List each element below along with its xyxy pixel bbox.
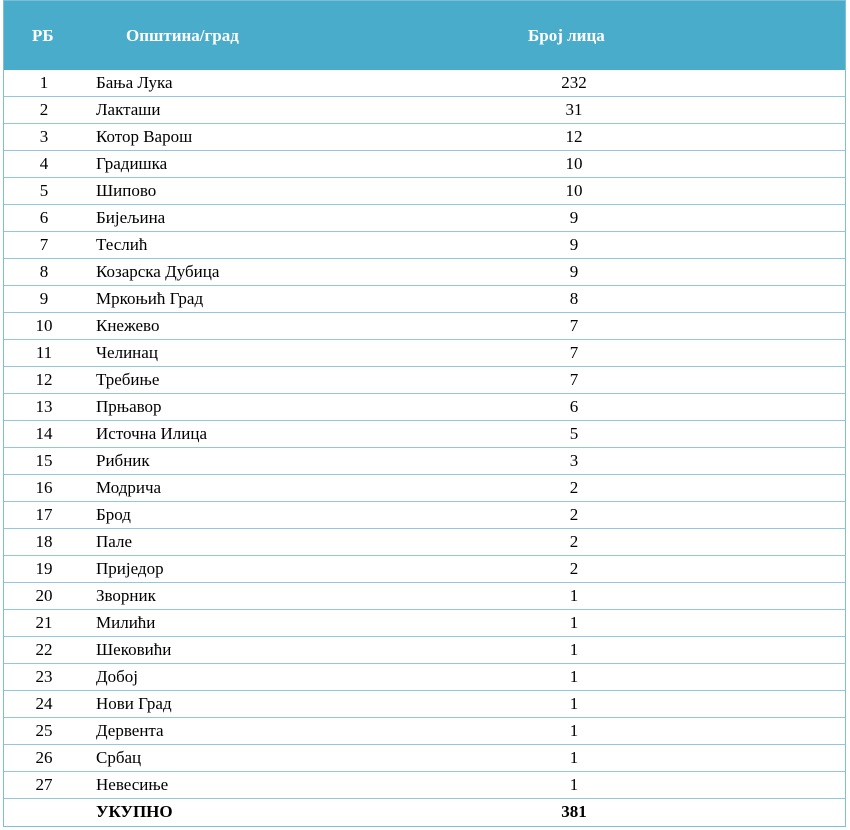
cell-rb: 20: [35, 586, 53, 605]
cell-broj: 5: [569, 424, 579, 443]
cell-broj: 2: [569, 559, 579, 578]
cell-rb: 14: [35, 424, 53, 443]
cell-rb: 6: [39, 208, 49, 227]
table-header: [4, 1, 845, 70]
cell-opstina: Модрича: [96, 478, 162, 497]
table-row: [4, 664, 845, 691]
cell-rb: 11: [35, 343, 53, 362]
table-row: [4, 529, 845, 556]
cell-broj: 8: [569, 289, 579, 308]
cell-opstina: Приједор: [96, 559, 164, 578]
cell-rb: 13: [35, 397, 53, 416]
table-row: [4, 691, 845, 718]
cell-broj: 1: [569, 586, 579, 605]
table-row: [4, 151, 845, 178]
header-broj: Број лица: [528, 26, 605, 45]
cell-opstina: Дервента: [96, 721, 164, 740]
cell-opstina: Котор Варош: [96, 127, 193, 146]
cell-broj: 7: [569, 370, 579, 389]
table-row: [4, 475, 845, 502]
cell-opstina: Прњавор: [96, 397, 162, 416]
table-row: [4, 448, 845, 475]
cell-opstina: Бања Лука: [96, 73, 173, 92]
table-row: [4, 286, 845, 313]
table-row: [4, 583, 845, 610]
cell-rb: 15: [35, 451, 53, 470]
total-row: [4, 799, 845, 826]
cell-opstina: Бијељина: [96, 208, 166, 227]
cell-broj: 9: [569, 235, 579, 254]
cell-opstina: Милићи: [96, 613, 156, 632]
cell-broj: 2: [569, 532, 579, 551]
cell-rb: 23: [35, 667, 53, 686]
cell-opstina: Рибник: [96, 451, 150, 470]
cell-rb: 8: [39, 262, 49, 281]
table-row: [4, 502, 845, 529]
cell-opstina: Шипово: [96, 181, 157, 200]
cell-opstina: Пале: [96, 532, 133, 551]
cell-opstina: Кнежево: [96, 316, 160, 335]
cell-opstina: Зворник: [96, 586, 156, 605]
cell-rb: 27: [35, 775, 53, 794]
cell-broj: 1: [569, 640, 579, 659]
cell-opstina: Лакташи: [96, 100, 161, 119]
cell-rb: 18: [35, 532, 53, 551]
cell-broj: 7: [569, 316, 579, 335]
table-row: [4, 718, 845, 745]
table-row: [4, 610, 845, 637]
cell-broj: 12: [565, 127, 583, 146]
table-row: [4, 313, 845, 340]
cell-rb: 4: [39, 154, 49, 173]
cell-rb: 3: [39, 127, 49, 146]
table-row: [4, 205, 845, 232]
cell-opstina: Козарска Дубица: [96, 262, 220, 281]
table-row: [4, 70, 845, 97]
table-row: [4, 340, 845, 367]
header-rb: РБ: [32, 26, 54, 45]
cell-rb: 9: [39, 289, 49, 308]
table-row: [4, 745, 845, 772]
cell-rb: 21: [35, 613, 53, 632]
cell-opstina: Мркоњић Град: [96, 289, 204, 308]
cell-opstina: Нови Град: [96, 694, 172, 713]
cell-broj: 2: [569, 478, 579, 497]
cell-broj: 1: [569, 748, 579, 767]
cell-broj: 31: [565, 100, 583, 119]
cell-broj: 9: [569, 208, 579, 227]
cell-broj: 3: [569, 451, 579, 470]
cell-rb: 10: [35, 316, 53, 335]
cell-opstina: Брод: [96, 505, 131, 524]
cell-opstina: Градишка: [96, 154, 168, 173]
cell-rb: 16: [35, 478, 53, 497]
table-body: [4, 70, 845, 826]
table-row: [4, 394, 845, 421]
cell-opstina: Требиње: [96, 370, 160, 389]
total-value: 381: [561, 802, 587, 821]
cell-opstina: Шековићи: [96, 640, 172, 659]
table-row: [4, 367, 845, 394]
cell-opstina: Добој: [96, 667, 138, 686]
cell-rb: 2: [39, 100, 49, 119]
cell-rb: 17: [35, 505, 53, 524]
cell-broj: 10: [565, 154, 583, 173]
table-row: [4, 772, 845, 799]
cell-broj: 1: [569, 721, 579, 740]
cell-broj: 1: [569, 694, 579, 713]
cell-opstina: Источна Илица: [96, 424, 208, 443]
cell-rb: 26: [35, 748, 53, 767]
table-row: [4, 259, 845, 286]
table-row: [4, 637, 845, 664]
cell-opstina: Теслић: [96, 235, 148, 254]
cell-broj: 2: [569, 505, 579, 524]
cell-rb: 5: [39, 181, 49, 200]
total-label: УКУПНО: [96, 802, 173, 821]
cell-rb: 12: [35, 370, 53, 389]
cell-opstina: Србац: [96, 748, 142, 767]
cell-broj: 9: [569, 262, 579, 281]
cell-opstina: Невесиње: [96, 775, 169, 794]
table-row: [4, 97, 845, 124]
table-row: [4, 124, 845, 151]
cell-rb: 1: [39, 73, 49, 92]
cell-broj: 7: [569, 343, 579, 362]
cell-broj: 1: [569, 613, 579, 632]
cell-rb: 22: [35, 640, 53, 659]
cell-rb: 7: [39, 235, 49, 254]
cell-broj: 232: [561, 73, 587, 92]
table-row: [4, 178, 845, 205]
cell-rb: 24: [35, 694, 53, 713]
municipality-table: [3, 0, 846, 827]
header-opstina: Општина/град: [126, 26, 239, 45]
cell-rb: 25: [35, 721, 53, 740]
cell-broj: 1: [569, 667, 579, 686]
cell-broj: 10: [565, 181, 583, 200]
table-row: [4, 556, 845, 583]
cell-opstina: Челинац: [96, 343, 158, 362]
table-row: [4, 232, 845, 259]
cell-broj: 6: [569, 397, 579, 416]
cell-broj: 1: [569, 775, 579, 794]
table-row: [4, 421, 845, 448]
cell-rb: 19: [35, 559, 53, 578]
